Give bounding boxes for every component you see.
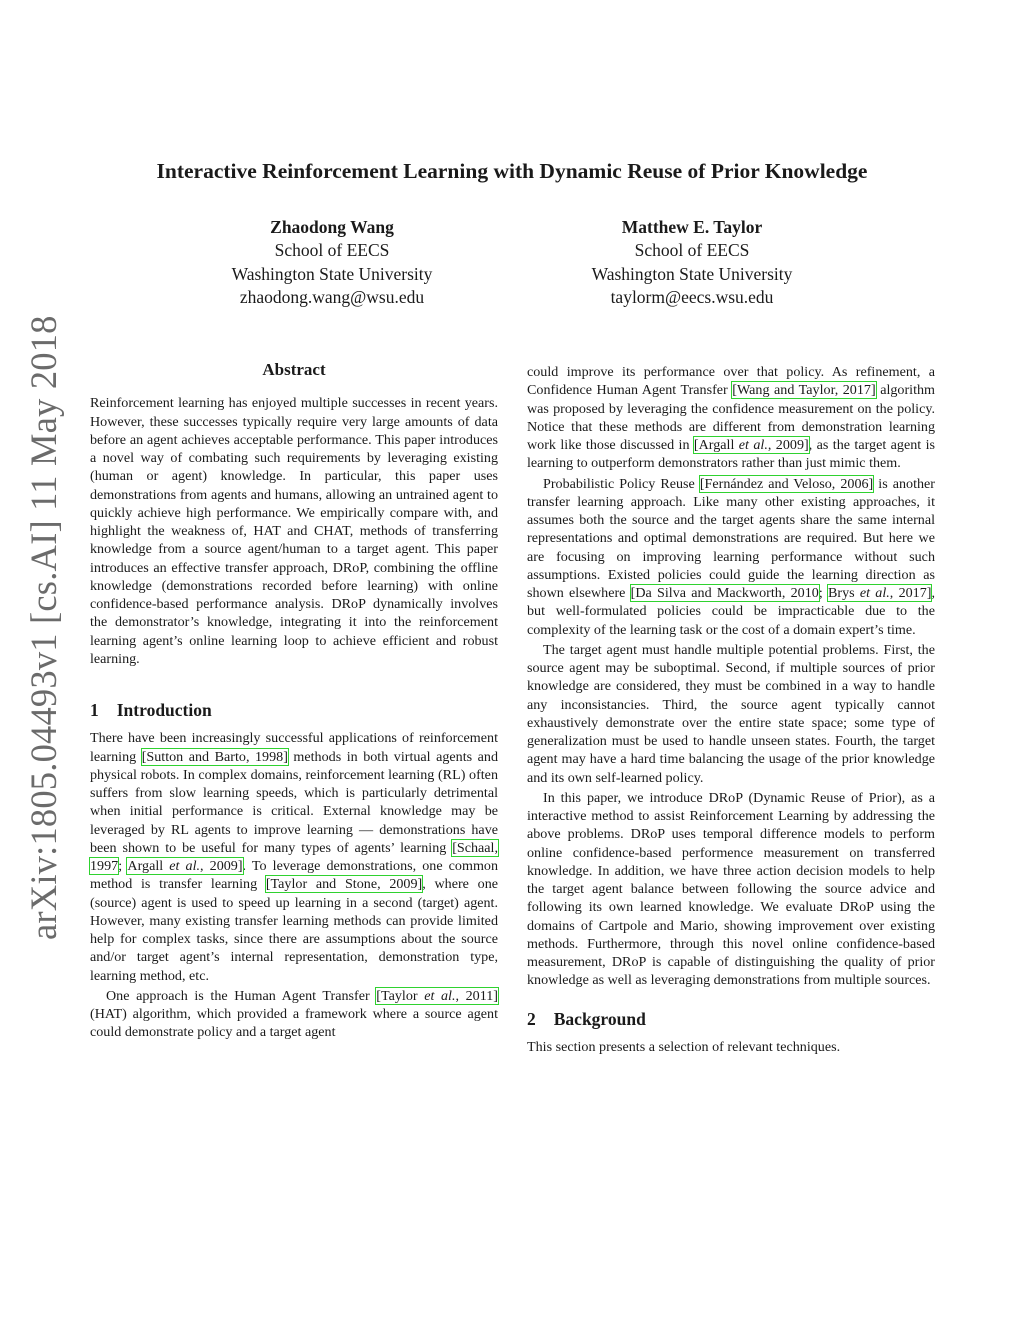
right-paragraph-3: The target agent must handle multiple potential problems. First, the source agent may be suboptimal. Second, if multiple sources of prior knowledge are considered, they must be combined in a way to handle any inconsistancies. Third, the source agent typically cannot exhaustively demonstrate over the entire state space; some type of generalization must be used to handle unseen states. Fourth, the target agent may have a hard time balancing the usage of the prior knowledge and its own self-learned policy.: [527, 641, 935, 786]
citation-link[interactable]: [Taylor et al., 2011]: [376, 987, 498, 1004]
author-block-2: [532, 216, 852, 310]
abstract-text: Reinforcement learning has enjoyed multiple successes in recent years. However, these successes typically require very large amounts of data before an agent achieves acceptable performance. This paper introduces a novel way of combating such requirements by leveraging existing (human or agent) knowledge. In particular, this paper uses demonstrations from agents and humans, allowing an untrained agent to quickly achieve high performance. We empirically compare with, and highlight the weakness of, HAT and CHAT, methods of transferring knowledge from a source agent/human to a target agent. This paper introduces an effective transfer approach, DRoP, combining the offline knowledge (demonstrations recorded before learning) with online confidence-based performance analysis. DRoP dynamically involves the demonstrator’s knowledge, integrating it into the reinforcement learning agent’s online learning loop to achieve efficient and robust learning.: [90, 395, 498, 667]
intro-paragraph-2: One approach is the Human Agent Transfer [Taylor et al., 2011] (HAT) algorithm, which provided a framework where a source agent could demonstrate policy and a target agent: [90, 987, 498, 1041]
section-title: Introduction: [116, 700, 212, 720]
author-name: Matthew E. Taylor: [621, 217, 763, 237]
author-email: taylorm@eecs.wsu.edu: [610, 287, 774, 308]
section-number: 2: [527, 1008, 536, 1029]
left-column: [90, 361, 498, 1042]
right-paragraph-4: In this paper, we introduce DRoP (Dynamic Reuse of Prior), as a interactive method to assist Reinforcement Learning by addressing the above problems. DRoP uses temporal difference models to perform online confidence-based performence measurement on transferred knowledge. In addition, we have three action decision models to help the target agent balance between following the source advice and following its own learned knowledge. We evaluate DRoP using the domains of Cartpole and Mario, showing improvement over existing methods. Furthermore, through this novel online confidence-based measurement, DRoP is capable of distinguishing the quality of prior knowledge as well as leveraging demonstrations from multiple sources.: [527, 789, 935, 989]
author-block-1: [172, 216, 492, 310]
right-column: [527, 363, 935, 1056]
abstract-heading: Abstract: [262, 360, 326, 379]
author-name: Zhaodong Wang: [270, 217, 394, 237]
citation-link[interactable]: Argall et al., 2009]: [127, 858, 243, 874]
citation-link[interactable]: [Schaal, 1997: [90, 839, 498, 874]
intro-paragraph-1: There have been increasingly successful applications of reinforcement learning [Sutton and Barto, 1998] methods in both virtual agents and physical robots. In complex domains, reinforcement learning (RL) often suffers from slow learning speeds, which is particularly detrimental when initial performance is critical. External knowledge may be leveraged by RL agents to improve learning — demonstrations have been shown to be useful for many types of agents’ learning [Schaal, 1997; Argall et al., 2009]. To leverage demonstrations, one common method is transfer learning [Taylor and Stone, 2009], where one (source) agent is used to speed up learning in a second (target) agent. However, many existing transfer learning methods can provide limited help for complex tasks, since there are assumptions about the source and/or target agent’s internal representation, demonstration type, learning method, etc.: [90, 730, 499, 984]
right-paragraph-1: could improve its performance over that policy. As refinement, a Confidence Human Agent Transfer [Wang and Taylor, 2017] algorithm was proposed by leveraging the confidence measurement on the policy. Notice that these methods are different from demonstration learning work like those discussed in [Argall et al., 2009], as the target agent is learning to outperform demonstrators rather than just mimic them.: [527, 364, 935, 472]
author-university: Washington State University: [231, 263, 433, 284]
citation-link[interactable]: [Argall et al., 2009]: [693, 437, 809, 453]
author-school: School of EECS: [274, 240, 390, 261]
citation-link[interactable]: Brys et al., 2017]: [827, 585, 932, 601]
section-number: 1: [90, 700, 99, 720]
background-intro-text: This section presents a selection of relevant techniques.: [527, 1038, 841, 1055]
author-email: zhaodong.wang@wsu.edu: [239, 287, 425, 308]
right-paragraph-2: Probabilistic Policy Reuse [Fernández and Veloso, 2006] is another transfer learning approach. Like many other existing approaches, it assumes both the source and the target agents share the same internal representations and optimal demonstrations are required. But here we are focusing on improving learning performance without such assumptions. Existed policies could guide the learning direction as shown elsewhere [Da Silva and Mackworth, 2010; Brys et al., 2017], but well-formulated policies could be impracticable due to the complexity of the learning task or the cost of a domain expert’s time.: [527, 475, 935, 638]
author-school: School of EECS: [634, 240, 750, 261]
section-heading-introduction: [90, 701, 498, 719]
citation-link[interactable]: [Wang and Taylor, 2017]: [732, 382, 876, 399]
author-university: Washington State University: [591, 263, 793, 284]
citation-link[interactable]: [Sutton and Barto, 1998]: [141, 748, 288, 765]
arxiv-identifier-stamp: arXiv:1805.04493v1 [cs.AI] 11 May 2018: [23, 315, 64, 940]
citation-link[interactable]: [Da Silva and Mackworth, 2010: [630, 585, 819, 601]
citation-link[interactable]: [Fernández and Veloso, 2006]: [699, 475, 874, 492]
section-title: Background: [553, 1008, 646, 1029]
section-heading-background: [527, 1010, 935, 1028]
paper-title: Interactive Reinforcement Learning with Dynamic Reuse of Prior Knowledge: [156, 159, 868, 183]
citation-link[interactable]: [Taylor and Stone, 2009]: [265, 876, 423, 893]
